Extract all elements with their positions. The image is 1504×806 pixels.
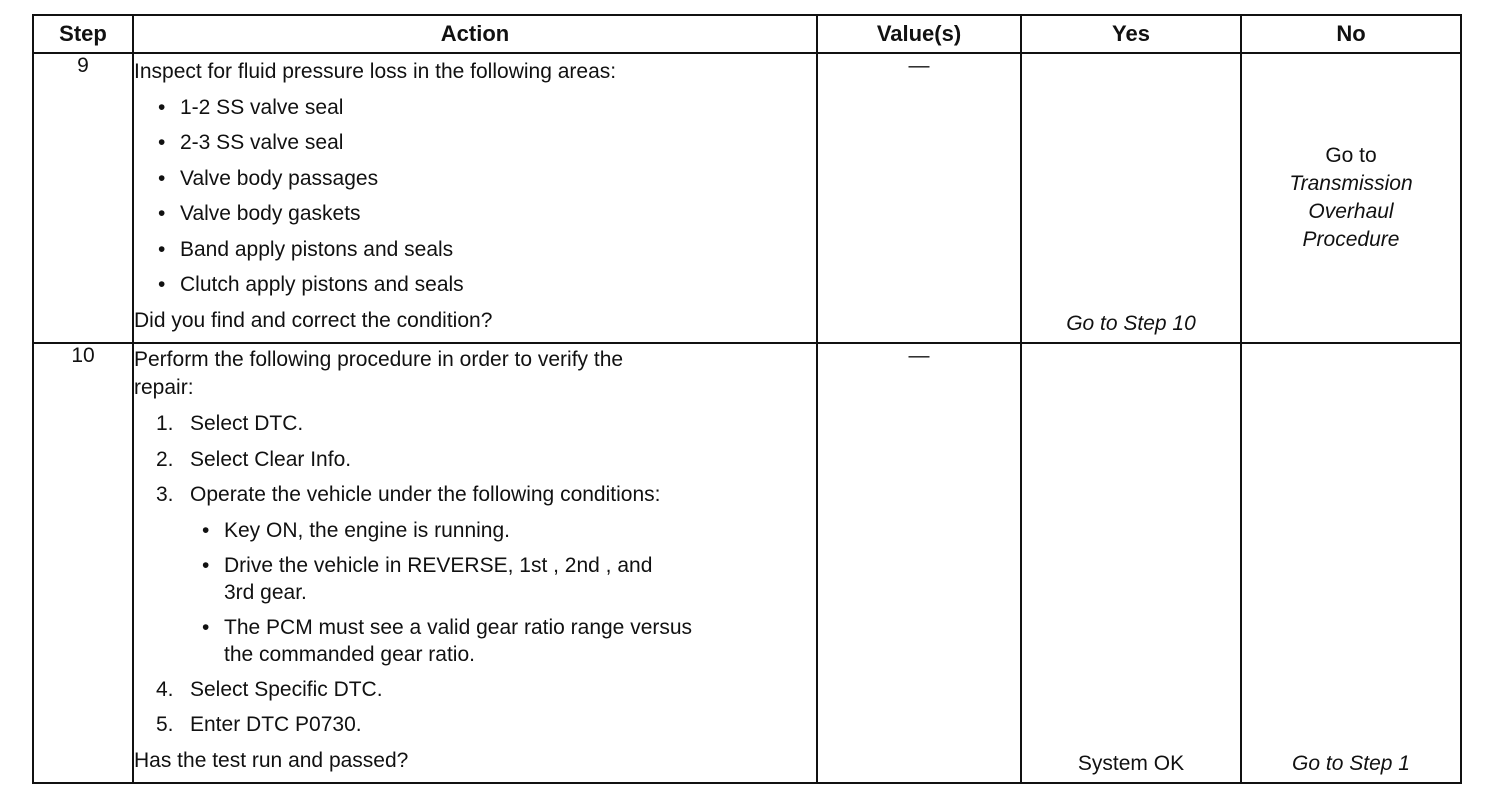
value-cell [817,343,1021,783]
yes-cell [1021,343,1241,783]
no-cell [1241,53,1461,343]
diagnostic-table [32,14,1462,784]
header-row [33,15,1461,53]
condition-item: • Drive the vehicle in REVERSE, 1st , 2nd , and 3rd gear. [202,553,653,604]
list-item: • Clutch apply pistons and seals [158,273,464,296]
action-question: Has the test run and passed? [134,748,409,772]
list-item: • Band apply pistons and seals [158,237,454,261]
action-cell [133,53,817,343]
header-yes: Yes [1021,15,1241,53]
header-step: Step [33,15,133,53]
yes-goto-link[interactable]: Go to Step 10 [1066,312,1196,335]
action-intro: Inspect for fluid pressure loss in the following areas: [134,60,617,83]
action-question: Did you find and correct the condition? [134,308,493,332]
condition-item: • Key ON, the engine is running. [202,518,511,542]
value-cell [817,53,1021,343]
list-item: 3. Operate the vehicle under the following conditions: [156,483,661,506]
list-item: 5. Enter DTC P0730. [156,713,362,736]
no-goto-link[interactable]: Go to Step 1 [1292,752,1410,775]
no-cell [1241,343,1461,783]
list-item: • 1-2 SS valve seal [158,95,344,119]
header-no: No [1241,15,1461,53]
step-number: 9 [33,53,133,343]
list-item: • Valve body passages [158,166,379,190]
no-goto-link[interactable]: Go to Transmission Overhaul Procedure [1289,144,1413,251]
list-item: • 2-3 SS valve seal [158,131,344,154]
action-cell [133,343,817,783]
table-row [33,53,1461,343]
action-intro: Perform the following procedure in order to verify the repair: [134,348,624,399]
table-row [33,343,1461,783]
yes-cell [1021,53,1241,343]
step-number: 10 [33,343,133,783]
header-values: Value(s) [817,15,1021,53]
list-item: • Valve body gaskets [158,202,361,225]
list-item: 2. Select Clear Info. [156,447,352,471]
list-item: 1. Select DTC. [156,412,304,435]
yes-result: System OK [1077,752,1185,775]
list-item: 4. Select Specific DTC. [156,677,383,701]
value-dash: — [908,344,930,367]
value-dash: — [908,54,930,77]
condition-item: • The PCM must see a valid gear ratio range versus the commanded gear ratio. [202,615,693,666]
header-action: Action [133,15,817,53]
